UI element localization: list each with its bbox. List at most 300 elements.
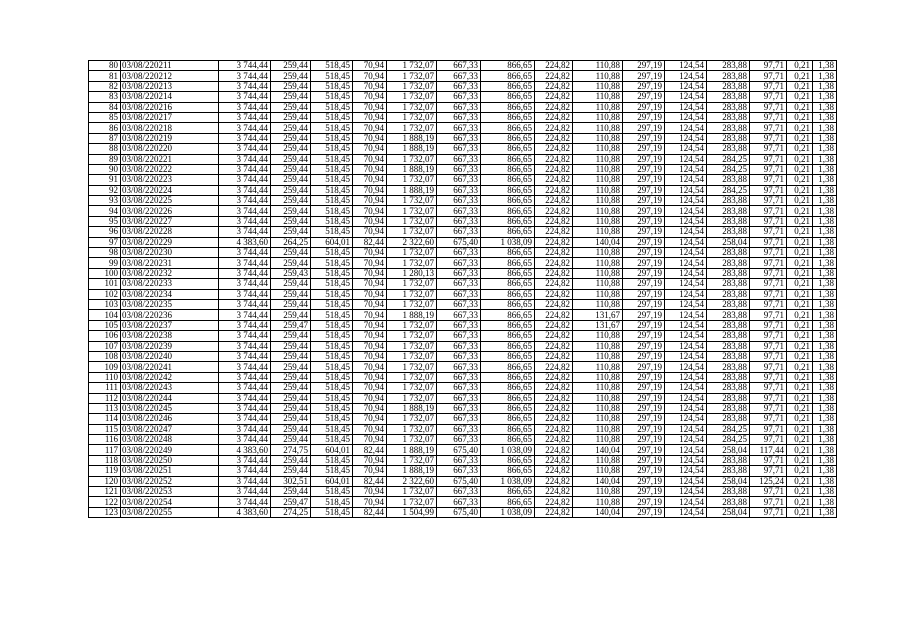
value-cell: 124,54 [665, 237, 707, 247]
code-cell: 03/08/220251 [121, 466, 219, 476]
value-cell: 70,94 [353, 372, 387, 382]
value-cell: 70,94 [353, 216, 387, 226]
value-cell: 297,19 [623, 372, 665, 382]
value-cell: 518,45 [311, 154, 353, 164]
value-cell: 224,82 [535, 81, 573, 91]
code-cell: 03/08/220245 [121, 403, 219, 413]
value-cell: 259,44 [271, 102, 311, 112]
value-cell: 667,33 [437, 133, 481, 143]
value-cell: 70,94 [353, 81, 387, 91]
value-cell: 3 744,44 [219, 362, 271, 372]
row-number-cell: 111 [89, 383, 121, 393]
value-cell: 866,65 [481, 216, 535, 226]
value-cell: 297,19 [623, 497, 665, 507]
value-cell: 0,21 [787, 216, 813, 226]
value-cell: 297,19 [623, 185, 665, 195]
table-row [89, 154, 837, 164]
value-cell: 224,82 [535, 248, 573, 258]
value-cell: 124,54 [665, 123, 707, 133]
value-cell: 110,88 [573, 154, 623, 164]
value-cell: 297,19 [623, 289, 665, 299]
value-cell: 97,71 [750, 102, 787, 112]
code-cell: 03/08/220232 [121, 268, 219, 278]
table-row [89, 112, 837, 122]
table-row [89, 92, 837, 102]
value-cell: 0,21 [787, 507, 813, 517]
value-cell: 97,71 [750, 154, 787, 164]
value-cell: 1,38 [813, 216, 837, 226]
value-cell: 224,82 [535, 372, 573, 382]
value-cell: 1,38 [813, 102, 837, 112]
value-cell: 1,38 [813, 123, 837, 133]
value-cell: 297,19 [623, 351, 665, 361]
value-cell: 667,33 [437, 61, 481, 71]
value-cell: 297,19 [623, 383, 665, 393]
value-cell: 518,45 [311, 310, 353, 320]
value-cell: 1,38 [813, 487, 837, 497]
value-cell: 1 732,07 [387, 414, 437, 424]
value-cell: 259,44 [271, 71, 311, 81]
value-cell: 110,88 [573, 123, 623, 133]
data-table [88, 60, 837, 518]
value-cell: 283,88 [707, 289, 750, 299]
code-cell: 03/08/220213 [121, 81, 219, 91]
value-cell: 97,71 [750, 279, 787, 289]
value-cell: 283,88 [707, 175, 750, 185]
code-cell: 03/08/220237 [121, 320, 219, 330]
value-cell: 1 732,07 [387, 424, 437, 434]
value-cell: 97,71 [750, 341, 787, 351]
value-cell: 224,82 [535, 320, 573, 330]
value-cell: 224,82 [535, 341, 573, 351]
value-cell: 866,65 [481, 61, 535, 71]
value-cell: 0,21 [787, 102, 813, 112]
value-cell: 124,54 [665, 424, 707, 434]
value-cell: 224,82 [535, 310, 573, 320]
value-cell: 866,65 [481, 310, 535, 320]
value-cell: 110,88 [573, 414, 623, 424]
value-cell: 110,88 [573, 61, 623, 71]
value-cell: 1 280,13 [387, 268, 437, 278]
value-cell: 0,21 [787, 268, 813, 278]
value-cell: 124,54 [665, 268, 707, 278]
value-cell: 866,65 [481, 299, 535, 309]
value-cell: 0,21 [787, 383, 813, 393]
value-cell: 259,44 [271, 435, 311, 445]
value-cell: 283,88 [707, 487, 750, 497]
table-row [89, 310, 837, 320]
row-number-cell: 93 [89, 196, 121, 206]
value-cell: 124,54 [665, 414, 707, 424]
value-cell: 258,04 [707, 507, 750, 517]
value-cell: 518,45 [311, 507, 353, 517]
value-cell: 3 744,44 [219, 320, 271, 330]
value-cell: 1,38 [813, 81, 837, 91]
value-cell: 866,65 [481, 164, 535, 174]
value-cell: 283,88 [707, 497, 750, 507]
value-cell: 0,21 [787, 289, 813, 299]
value-cell: 259,44 [271, 175, 311, 185]
code-cell: 03/08/220217 [121, 112, 219, 122]
value-cell: 82,44 [353, 445, 387, 455]
row-number-cell: 118 [89, 455, 121, 465]
value-cell: 259,44 [271, 144, 311, 154]
value-cell: 124,54 [665, 112, 707, 122]
value-cell: 1 732,07 [387, 196, 437, 206]
value-cell: 283,88 [707, 414, 750, 424]
value-cell: 518,45 [311, 320, 353, 330]
value-cell: 124,54 [665, 383, 707, 393]
value-cell: 0,21 [787, 362, 813, 372]
value-cell: 297,19 [623, 341, 665, 351]
table-row [89, 414, 837, 424]
value-cell: 1 038,09 [481, 237, 535, 247]
table-row [89, 299, 837, 309]
value-cell: 97,71 [750, 362, 787, 372]
value-cell: 667,33 [437, 331, 481, 341]
value-cell: 97,71 [750, 393, 787, 403]
value-cell: 0,21 [787, 466, 813, 476]
value-cell: 0,21 [787, 435, 813, 445]
value-cell: 1,38 [813, 196, 837, 206]
value-cell: 667,33 [437, 112, 481, 122]
value-cell: 1,38 [813, 268, 837, 278]
value-cell: 667,33 [437, 497, 481, 507]
row-number-cell: 99 [89, 258, 121, 268]
value-cell: 82,44 [353, 476, 387, 486]
value-cell: 1,38 [813, 331, 837, 341]
value-cell: 1 732,07 [387, 320, 437, 330]
value-cell: 283,88 [707, 403, 750, 413]
table-row [89, 268, 837, 278]
value-cell: 110,88 [573, 497, 623, 507]
value-cell: 0,21 [787, 279, 813, 289]
value-cell: 224,82 [535, 383, 573, 393]
value-cell: 259,44 [271, 196, 311, 206]
value-cell: 866,65 [481, 227, 535, 237]
value-cell: 284,25 [707, 164, 750, 174]
value-cell: 0,21 [787, 196, 813, 206]
value-cell: 1,38 [813, 341, 837, 351]
value-cell: 1 038,09 [481, 507, 535, 517]
table-row [89, 393, 837, 403]
value-cell: 124,54 [665, 164, 707, 174]
value-cell: 110,88 [573, 341, 623, 351]
value-cell: 518,45 [311, 185, 353, 195]
value-cell: 259,44 [271, 310, 311, 320]
value-cell: 518,45 [311, 206, 353, 216]
value-cell: 283,88 [707, 71, 750, 81]
value-cell: 1 732,07 [387, 248, 437, 258]
row-number-cell: 107 [89, 341, 121, 351]
value-cell: 667,33 [437, 435, 481, 445]
value-cell: 866,65 [481, 351, 535, 361]
value-cell: 866,65 [481, 455, 535, 465]
value-cell: 518,45 [311, 196, 353, 206]
value-cell: 70,94 [353, 144, 387, 154]
value-cell: 284,25 [707, 435, 750, 445]
row-number-cell: 121 [89, 487, 121, 497]
value-cell: 124,54 [665, 133, 707, 143]
value-cell: 97,71 [750, 216, 787, 226]
row-number-cell: 100 [89, 268, 121, 278]
value-cell: 224,82 [535, 455, 573, 465]
value-cell: 124,54 [665, 487, 707, 497]
value-cell: 1,38 [813, 455, 837, 465]
value-cell: 283,88 [707, 279, 750, 289]
value-cell: 283,88 [707, 383, 750, 393]
value-cell: 259,43 [271, 268, 311, 278]
value-cell: 1,38 [813, 279, 837, 289]
value-cell: 3 744,44 [219, 383, 271, 393]
value-cell: 110,88 [573, 393, 623, 403]
value-cell: 224,82 [535, 435, 573, 445]
value-cell: 0,21 [787, 424, 813, 434]
value-cell: 675,40 [437, 507, 481, 517]
value-cell: 110,88 [573, 268, 623, 278]
value-cell: 110,88 [573, 279, 623, 289]
value-cell: 70,94 [353, 289, 387, 299]
row-number-cell: 120 [89, 476, 121, 486]
value-cell: 1 888,19 [387, 133, 437, 143]
table-row [89, 279, 837, 289]
value-cell: 1 888,19 [387, 466, 437, 476]
value-cell: 110,88 [573, 466, 623, 476]
value-cell: 518,45 [311, 227, 353, 237]
value-cell: 866,65 [481, 331, 535, 341]
code-cell: 03/08/220253 [121, 487, 219, 497]
value-cell: 124,54 [665, 289, 707, 299]
row-number-cell: 110 [89, 372, 121, 382]
table-row [89, 497, 837, 507]
value-cell: 667,33 [437, 372, 481, 382]
value-cell: 866,65 [481, 466, 535, 476]
value-cell: 283,88 [707, 393, 750, 403]
value-cell: 70,94 [353, 175, 387, 185]
value-cell: 1,38 [813, 476, 837, 486]
value-cell: 259,44 [271, 289, 311, 299]
value-cell: 1 888,19 [387, 144, 437, 154]
value-cell: 518,45 [311, 497, 353, 507]
row-number-cell: 109 [89, 362, 121, 372]
value-cell: 70,94 [353, 466, 387, 476]
value-cell: 667,33 [437, 196, 481, 206]
value-cell: 259,44 [271, 185, 311, 195]
value-cell: 0,21 [787, 299, 813, 309]
value-cell: 866,65 [481, 362, 535, 372]
value-cell: 259,44 [271, 206, 311, 216]
value-cell: 259,44 [271, 383, 311, 393]
value-cell: 224,82 [535, 185, 573, 195]
row-number-cell: 104 [89, 310, 121, 320]
value-cell: 667,33 [437, 279, 481, 289]
value-cell: 224,82 [535, 497, 573, 507]
value-cell: 0,21 [787, 310, 813, 320]
value-cell: 0,21 [787, 81, 813, 91]
value-cell: 297,19 [623, 403, 665, 413]
value-cell: 97,71 [750, 424, 787, 434]
value-cell: 866,65 [481, 320, 535, 330]
value-cell: 283,88 [707, 248, 750, 258]
value-cell: 518,45 [311, 81, 353, 91]
value-cell: 518,45 [311, 248, 353, 258]
value-cell: 1 732,07 [387, 341, 437, 351]
value-cell: 667,33 [437, 216, 481, 226]
code-cell: 03/08/220233 [121, 279, 219, 289]
value-cell: 224,82 [535, 216, 573, 226]
value-cell: 1 038,09 [481, 476, 535, 486]
value-cell: 518,45 [311, 123, 353, 133]
value-cell: 259,44 [271, 279, 311, 289]
value-cell: 667,33 [437, 362, 481, 372]
value-cell: 125,24 [750, 476, 787, 486]
value-cell: 297,19 [623, 206, 665, 216]
row-number-cell: 94 [89, 206, 121, 216]
row-number-cell: 81 [89, 71, 121, 81]
value-cell: 866,65 [481, 414, 535, 424]
value-cell: 1,38 [813, 112, 837, 122]
value-cell: 1 732,07 [387, 487, 437, 497]
value-cell: 1 888,19 [387, 403, 437, 413]
value-cell: 140,04 [573, 445, 623, 455]
row-number-cell: 87 [89, 133, 121, 143]
value-cell: 284,25 [707, 154, 750, 164]
value-cell: 518,45 [311, 331, 353, 341]
value-cell: 110,88 [573, 299, 623, 309]
value-cell: 97,71 [750, 185, 787, 195]
value-cell: 1 732,07 [387, 351, 437, 361]
value-cell: 667,33 [437, 175, 481, 185]
value-cell: 259,44 [271, 341, 311, 351]
code-cell: 03/08/220246 [121, 414, 219, 424]
value-cell: 1,38 [813, 393, 837, 403]
code-cell: 03/08/220226 [121, 206, 219, 216]
table-row [89, 476, 837, 486]
value-cell: 866,65 [481, 372, 535, 382]
table-row [89, 435, 837, 445]
value-cell: 1 732,07 [387, 61, 437, 71]
code-cell: 03/08/220236 [121, 310, 219, 320]
value-cell: 604,01 [311, 445, 353, 455]
value-cell: 110,88 [573, 175, 623, 185]
value-cell: 224,82 [535, 206, 573, 216]
value-cell: 124,54 [665, 154, 707, 164]
value-cell: 97,71 [750, 403, 787, 413]
value-cell: 97,71 [750, 144, 787, 154]
value-cell: 667,33 [437, 299, 481, 309]
value-cell: 2 322,60 [387, 476, 437, 486]
value-cell: 124,54 [665, 248, 707, 258]
value-cell: 518,45 [311, 102, 353, 112]
value-cell: 0,21 [787, 123, 813, 133]
value-cell: 2 322,60 [387, 237, 437, 247]
value-cell: 97,71 [750, 299, 787, 309]
value-cell: 110,88 [573, 71, 623, 81]
value-cell: 1,38 [813, 320, 837, 330]
value-cell: 1,38 [813, 185, 837, 195]
value-cell: 224,82 [535, 92, 573, 102]
value-cell: 70,94 [353, 206, 387, 216]
value-cell: 667,33 [437, 414, 481, 424]
value-cell: 283,88 [707, 112, 750, 122]
value-cell: 70,94 [353, 341, 387, 351]
value-cell: 259,44 [271, 258, 311, 268]
code-cell: 03/08/220224 [121, 185, 219, 195]
value-cell: 259,44 [271, 133, 311, 143]
value-cell: 224,82 [535, 133, 573, 143]
table-row [89, 403, 837, 413]
value-cell: 224,82 [535, 61, 573, 71]
value-cell: 518,45 [311, 403, 353, 413]
value-cell: 140,04 [573, 507, 623, 517]
code-cell: 03/08/220235 [121, 299, 219, 309]
value-cell: 3 744,44 [219, 61, 271, 71]
value-cell: 675,40 [437, 476, 481, 486]
value-cell: 3 744,44 [219, 372, 271, 382]
value-cell: 97,71 [750, 164, 787, 174]
code-cell: 03/08/220214 [121, 92, 219, 102]
value-cell: 0,21 [787, 341, 813, 351]
value-cell: 124,54 [665, 71, 707, 81]
row-number-cell: 85 [89, 112, 121, 122]
value-cell: 297,19 [623, 435, 665, 445]
value-cell: 0,21 [787, 154, 813, 164]
value-cell: 259,44 [271, 362, 311, 372]
value-cell: 70,94 [353, 383, 387, 393]
value-cell: 0,21 [787, 455, 813, 465]
value-cell: 667,33 [437, 268, 481, 278]
value-cell: 1 732,07 [387, 216, 437, 226]
value-cell: 297,19 [623, 414, 665, 424]
value-cell: 124,54 [665, 227, 707, 237]
value-cell: 1,38 [813, 61, 837, 71]
row-number-cell: 80 [89, 61, 121, 71]
value-cell: 518,45 [311, 258, 353, 268]
value-cell: 3 744,44 [219, 248, 271, 258]
value-cell: 1 732,07 [387, 123, 437, 133]
code-cell: 03/08/220243 [121, 383, 219, 393]
value-cell: 0,21 [787, 331, 813, 341]
value-cell: 3 744,44 [219, 144, 271, 154]
table-row [89, 372, 837, 382]
value-cell: 82,44 [353, 237, 387, 247]
value-cell: 283,88 [707, 341, 750, 351]
value-cell: 667,33 [437, 487, 481, 497]
value-cell: 97,71 [750, 112, 787, 122]
value-cell: 3 744,44 [219, 393, 271, 403]
value-cell: 140,04 [573, 476, 623, 486]
value-cell: 3 744,44 [219, 227, 271, 237]
value-cell: 297,19 [623, 175, 665, 185]
value-cell: 297,19 [623, 227, 665, 237]
value-cell: 110,88 [573, 227, 623, 237]
value-cell: 1 732,07 [387, 331, 437, 341]
value-cell: 0,21 [787, 164, 813, 174]
value-cell: 1,38 [813, 289, 837, 299]
value-cell: 3 744,44 [219, 123, 271, 133]
value-cell: 667,33 [437, 310, 481, 320]
value-cell: 70,94 [353, 310, 387, 320]
value-cell: 110,88 [573, 455, 623, 465]
value-cell: 0,21 [787, 258, 813, 268]
code-cell: 03/08/220250 [121, 455, 219, 465]
code-cell: 03/08/220238 [121, 331, 219, 341]
value-cell: 224,82 [535, 466, 573, 476]
value-cell: 667,33 [437, 289, 481, 299]
row-number-cell: 116 [89, 435, 121, 445]
value-cell: 70,94 [353, 351, 387, 361]
code-cell: 03/08/220225 [121, 196, 219, 206]
